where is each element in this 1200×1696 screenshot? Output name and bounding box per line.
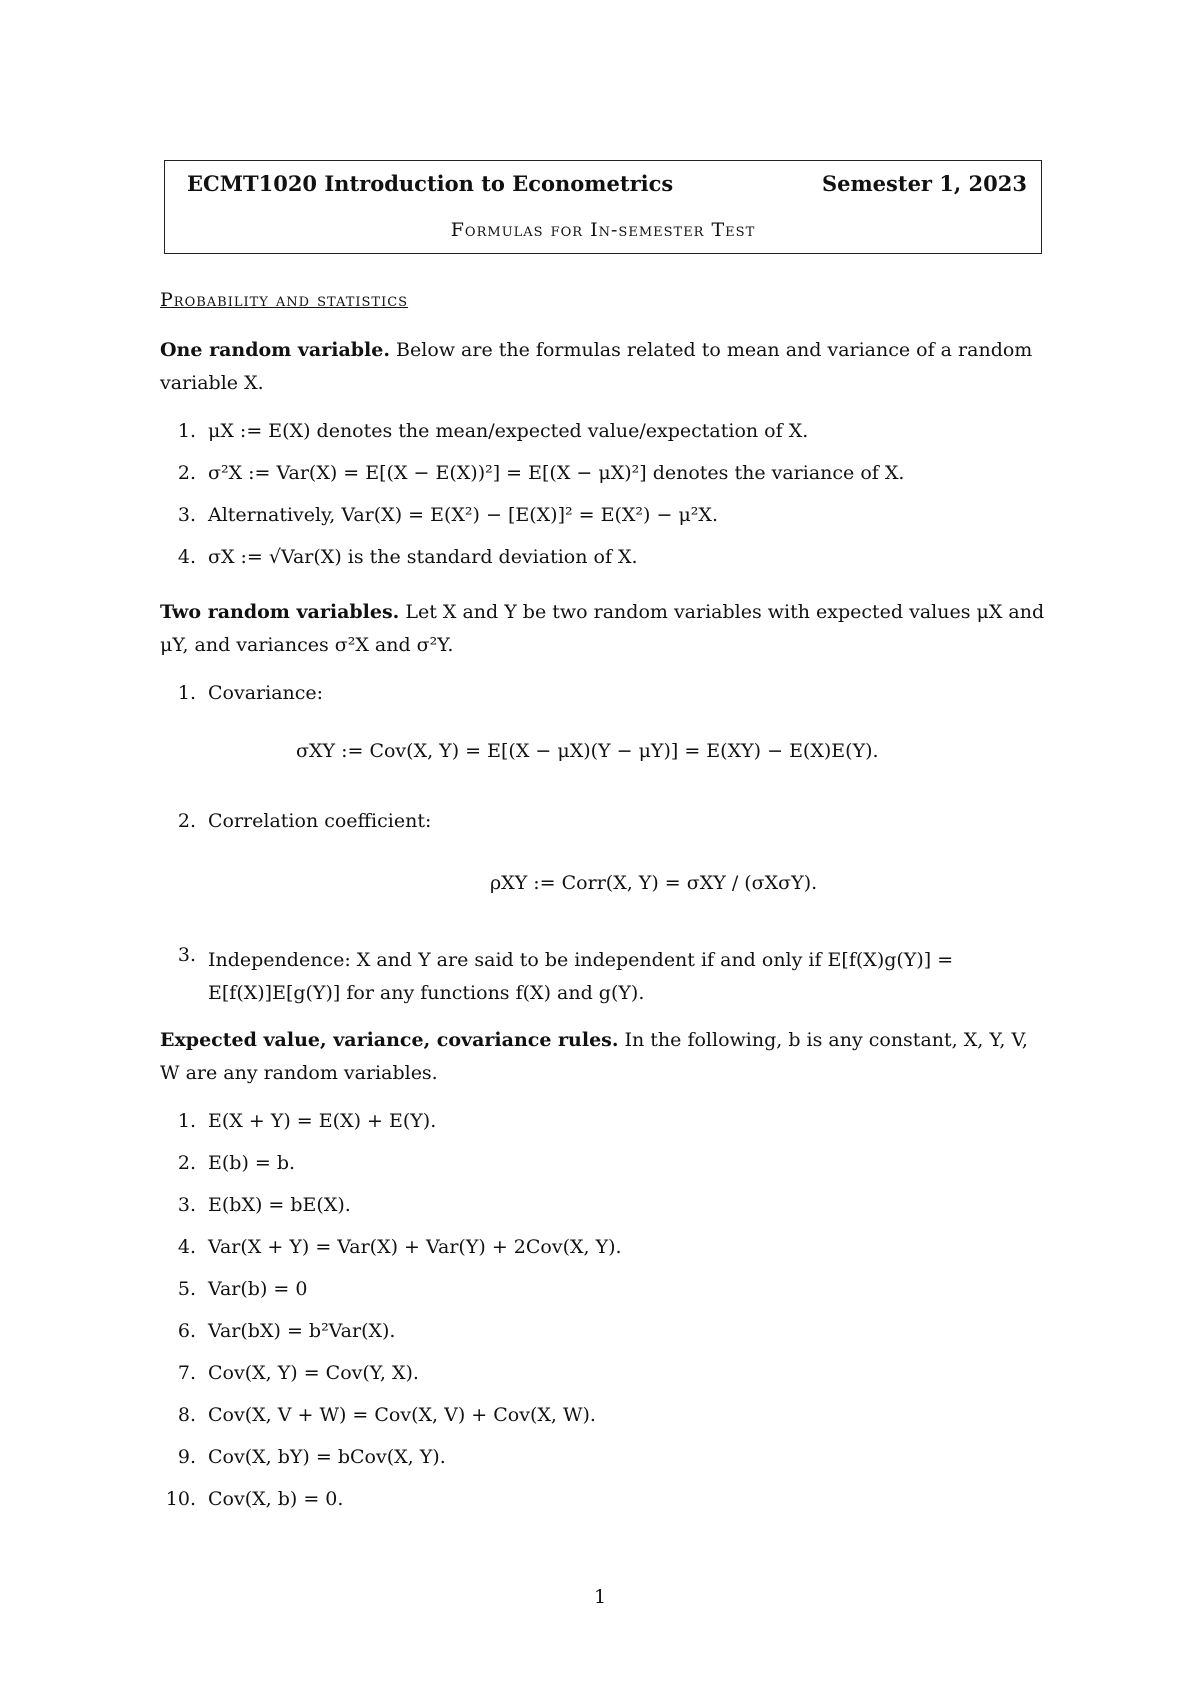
item-text: σ²X := Var(X) = E[(X − E(X))²] = E[(X − μX)²] denotes the variance of X. (208, 462, 905, 484)
item-text: Var(X + Y) = Var(X) + Var(Y) + 2Cov(X, Y). (208, 1236, 622, 1258)
item-number: 2. (177, 1152, 196, 1174)
two-rv-intro: Let X and Y be two random variables with expected values μX and μY, and variances σ²X and σ²Y. (160, 601, 1045, 656)
item-text: Cov(X, b) = 0. (208, 1488, 344, 1510)
section-heading: Probability and statistics (160, 289, 409, 311)
item-number: 1. (177, 1110, 196, 1132)
item-number: 3. (177, 1194, 196, 1216)
item-number: 2. (177, 462, 196, 484)
item-number: 4. (177, 546, 196, 568)
item-number: 5. (177, 1278, 196, 1300)
item-text: Correlation coefficient: (208, 810, 432, 832)
rules-paragraph (160, 1024, 1050, 1090)
item-text: Independence: X and Y are said to be independent if and only if E[f(X)g(Y)] = E[f(X)]E[g(Y)] for any functions f(X) and g(Y). (208, 949, 954, 1004)
two-rv-paragraph (160, 596, 1050, 662)
item-text: Cov(X, Y) = Cov(Y, X). (208, 1362, 419, 1384)
item-text: Cov(X, bY) = bCov(X, Y). (208, 1446, 446, 1468)
two-rv-heading: Two random variables. (160, 601, 400, 623)
item-text: Alternatively, Var(X) = E(X²) − [E(X)]² = E(X²) − μ²X. (208, 504, 718, 526)
item-number: 8. (177, 1404, 196, 1426)
covariance-formula: σXY := Cov(X, Y) = E[(X − μX)(Y − μY)] = E(XY) − E(X)E(Y). (296, 740, 879, 762)
item-text: Var(b) = 0 (208, 1278, 308, 1300)
one-rv-intro: Below are the formulas related to mean and variance of a random variable X. (160, 339, 1033, 394)
item-number: 1. (177, 420, 196, 442)
item-number: 9. (177, 1446, 196, 1468)
item-number: 1. (177, 682, 196, 704)
item-number: 3. (177, 944, 196, 966)
item-number: 6. (177, 1320, 196, 1342)
course-title: ECMT1020 Introduction to Econometrics (187, 171, 674, 196)
item-text: σX := √Var(X) is the standard deviation of X. (208, 546, 638, 568)
one-rv-paragraph (160, 334, 1050, 400)
header-box (164, 160, 1042, 254)
item-text: E(bX) = bE(X). (208, 1194, 351, 1216)
semester-label: Semester 1, 2023 (821, 171, 1027, 196)
correlation-formula: ρXY := Corr(X, Y) = σXY / (σXσY). (490, 872, 818, 894)
item-number: 2. (177, 810, 196, 832)
item-number: 4. (177, 1236, 196, 1258)
one-rv-heading: One random variable. (160, 339, 390, 361)
item-number: 3. (177, 504, 196, 526)
rules-intro: In the following, b is any constant, X, Y, V, W are any random variables. (160, 1029, 1028, 1084)
item-text: E(b) = b. (208, 1152, 296, 1174)
item-text: Cov(X, V + W) = Cov(X, V) + Cov(X, W). (208, 1404, 596, 1426)
item-text: μX := E(X) denotes the mean/expected value/expectation of X. (208, 420, 809, 442)
rules-heading: Expected value, variance, covariance rules. (160, 1029, 619, 1051)
page-number: 1 (593, 1586, 607, 1608)
item-number: 7. (177, 1362, 196, 1384)
item-text: Covariance: (208, 682, 324, 704)
item-text: E(X + Y) = E(X) + E(Y). (208, 1110, 437, 1132)
item-number: 10. (165, 1488, 196, 1510)
document-title: Formulas for In-semester Test (450, 219, 756, 241)
item-text: Var(bX) = b²Var(X). (208, 1320, 396, 1342)
